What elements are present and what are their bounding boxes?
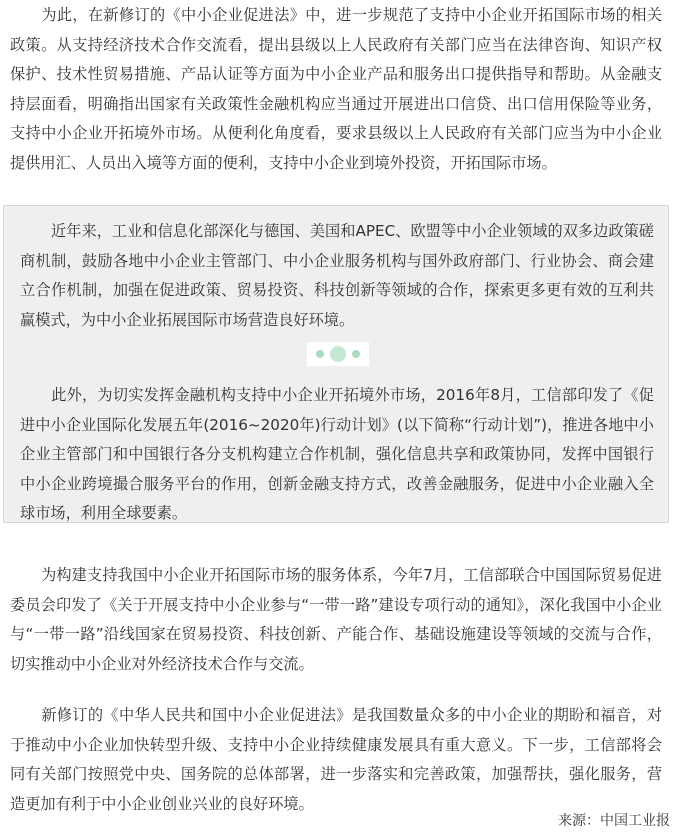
article-paragraph-5: [10, 701, 662, 819]
paragraph-text: 近年来，工业和信息化部深化与德国、美国和APEC、欧盟等中小企业领域的双多边政策磋商机制，鼓励各地中小企业主管部门、中小企业服务机构与国外政府部门、行业协会、商会建立合作机制，加强在促进政策、贸易投资、科技创新等领域的合作，探索更多更有效的互利共赢模式，为中小企业拓展国际市场营造良好环境。: [20, 222, 654, 329]
paragraph-text: 为构建支持我国中小企业开拓国际市场的服务体系，今年7月，工信部联合中国国际贸易促进委员会印发了《关于开展支持中小企业参与“一带一路”建设专项行动的通知》，深化我国中小企业与“一带一路”沿线国家在贸易投资、科技创新、产能合作、基础设施建设等领域的交流与合作，切实推动中小企业对外经济技术合作与交流。: [10, 566, 662, 673]
article-source: 来源：中国工业报: [558, 813, 670, 829]
paragraph-text: 新修订的《中华人民共和国中小企业促进法》是我国数量众多的中小企业的期盼和福音，对于推动中小企业加快转型升级、支持中小企业持续健康发展具有重大意义。下一步，工信部将会同有关部门按照党中央、国务院的总体部署，进一步落实和完善政策，加强帮扶，强化服务，营造更加有利于中小企业创业兴业的良好环境。: [10, 706, 662, 813]
paragraph-text: 此外，为切实发挥金融机构支持中小企业开拓境外市场，2016年8月，工信部印发了《促进中小企业国际化发展五年(2016~2020年)行动计划》(以下简称“行动计划”)，推进各地中小企业主管部门和中国银行各分支机构建立合作机制，强化信息共享和政策协同，发挥中国银行中小企业跨境撮合服务平台的作用，创新金融支持方式，改善金融服务，促进中小企业融入全球市场，利用全球要素。: [20, 386, 654, 522]
article-paragraph-4: [10, 561, 662, 679]
dot-icon: [316, 350, 324, 358]
dot-icon: [330, 346, 346, 362]
dot-icon: [352, 350, 360, 358]
article-paragraph-1: [10, 1, 662, 178]
quote-paragraph-1: [20, 217, 654, 335]
paragraph-text: 为此，在新修订的《中小企业促进法》中，进一步规范了支持中小企业开拓国际市场的相关政策。从支持经济技术合作交流看，提出县级以上人民政府有关部门应当在法律咨询、知识产权保护、技术性贸易措施、产品认证等方面为中小企业产品和服务出口提供指导和帮助。从金融支持层面看，明确指出国家有关政策性金融机构应当通过开展进出口信贷、出口信用保险等业务，支持中小企业开拓境外市场。从便利化角度看，要求县级以上人民政府有关部门应当为中小企业提供用汇、人员出入境等方面的便利，支持中小企业到境外投资，开拓国际市场。: [10, 6, 662, 172]
quote-paragraph-2: [20, 381, 654, 529]
dots-divider-icon: [307, 342, 369, 366]
quote-block: [3, 205, 669, 523]
